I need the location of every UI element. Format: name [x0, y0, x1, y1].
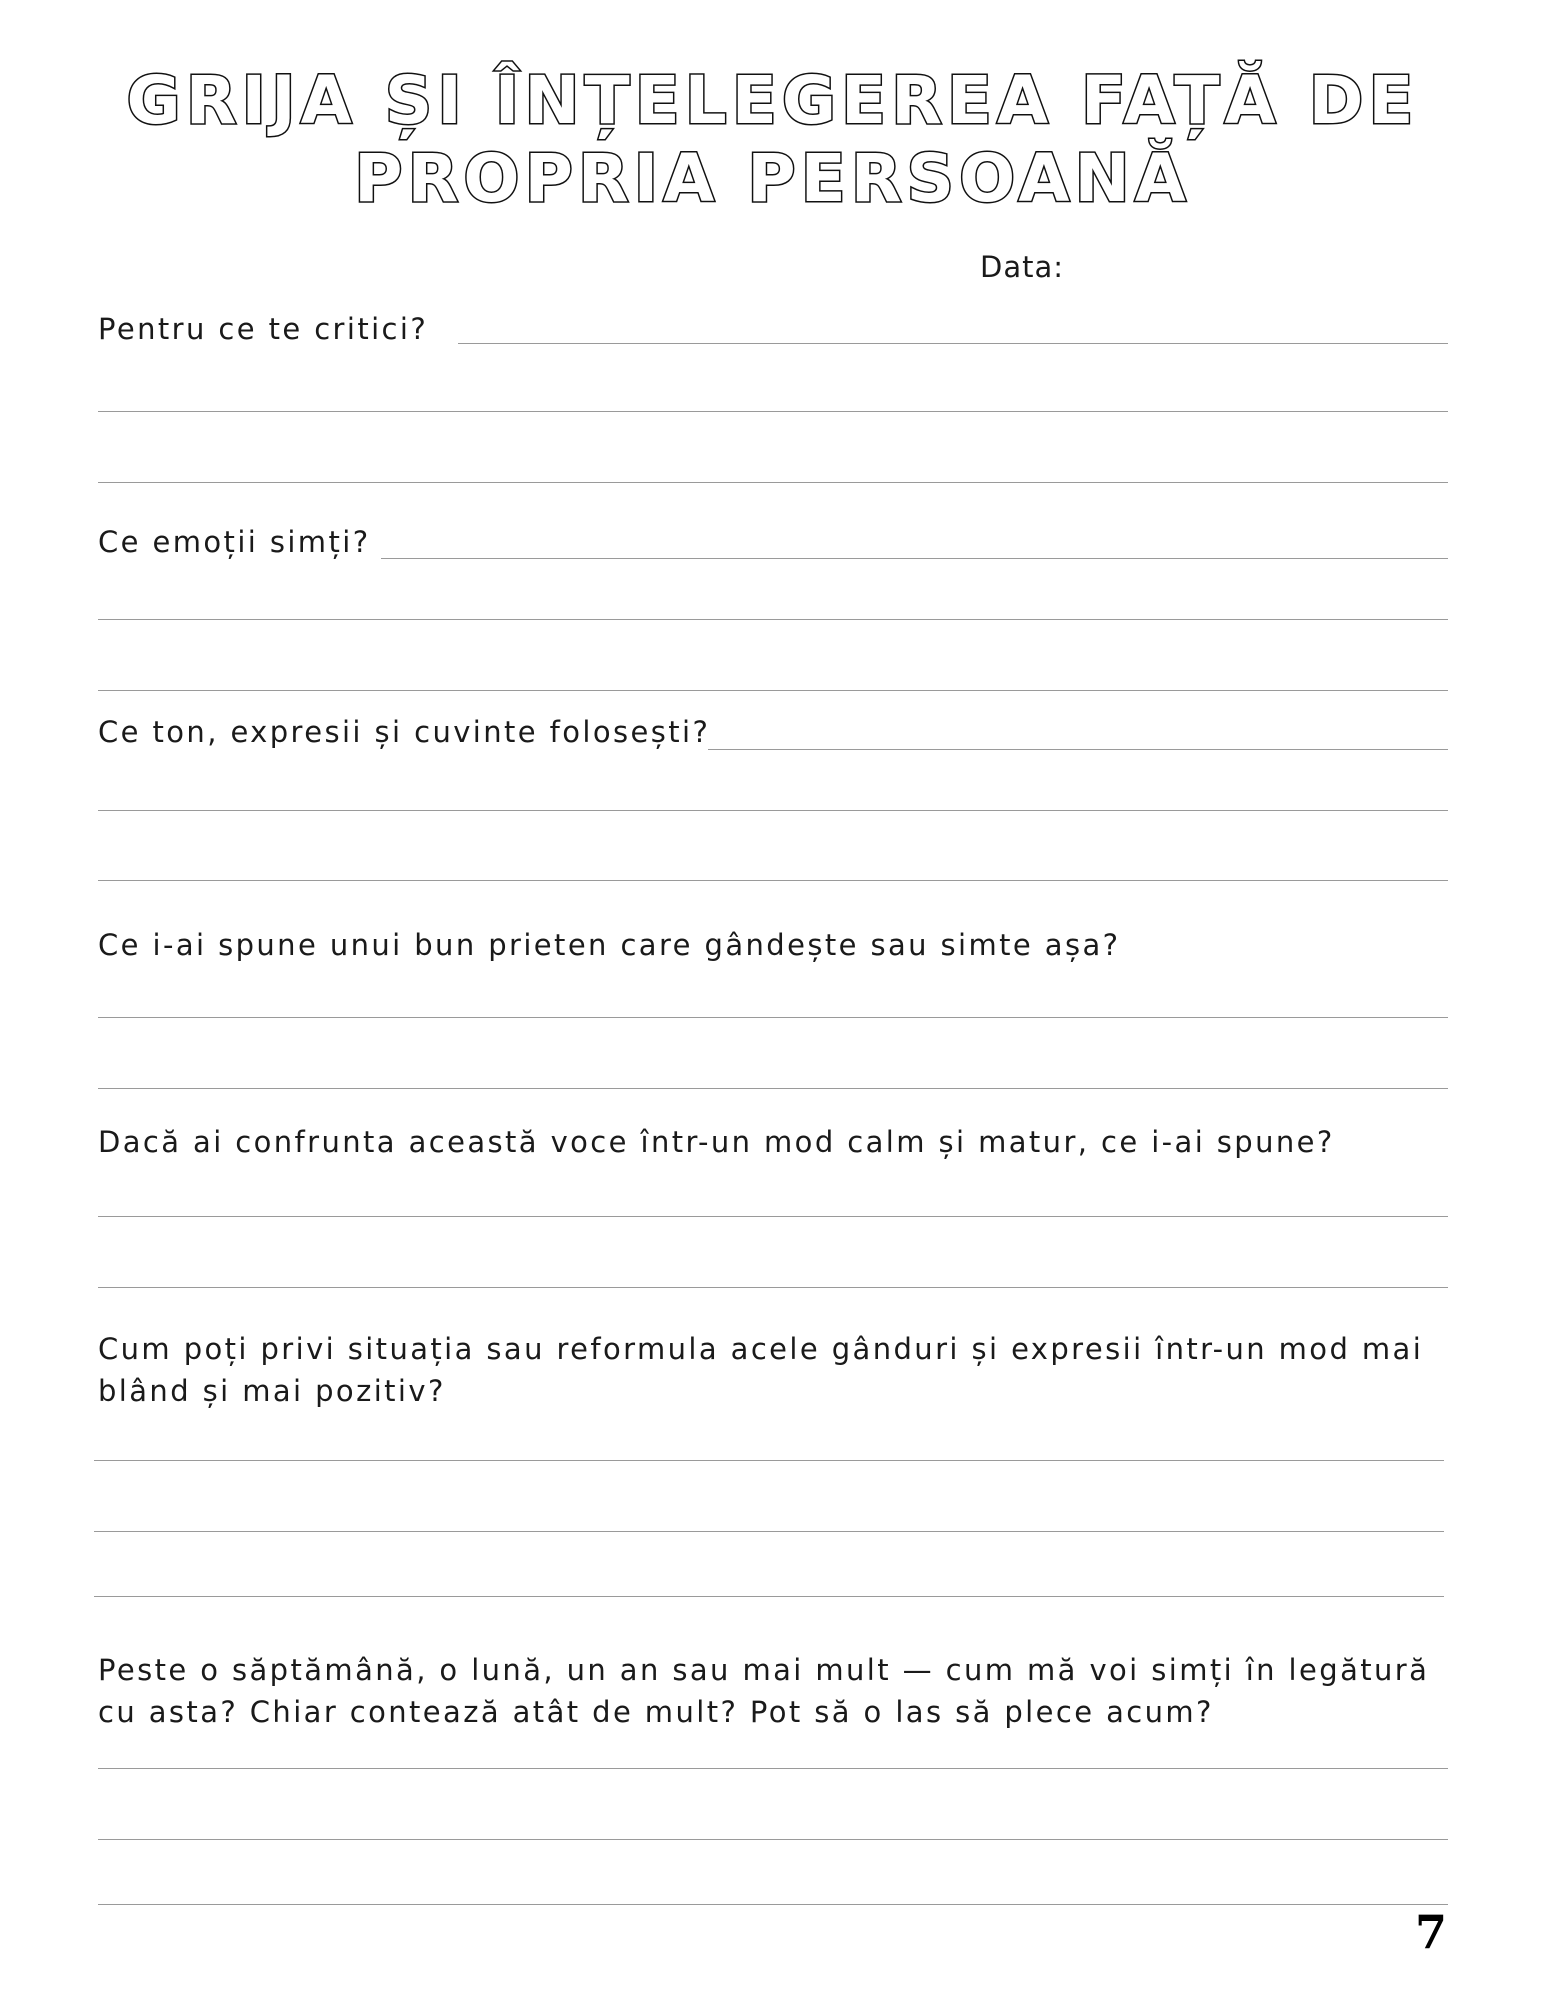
page-number: 7 [1414, 1905, 1447, 1959]
question-1: Pentru ce te critici? [98, 312, 429, 346]
question-7: Peste o săptămână, o lună, un an sau mai mult — cum mă voi simți în legătură cu asta? Chiar contează atât de mult? Pot să o las să plece acum? [98, 1653, 1430, 1729]
title-line-2: PROPRIA PERSOANĂ [354, 140, 1191, 217]
answer-line-3-1[interactable] [708, 749, 1448, 750]
answer-line-1-3[interactable] [98, 482, 1448, 483]
answer-line-7-3[interactable] [98, 1904, 1448, 1905]
answer-line-2-1[interactable] [381, 558, 1448, 559]
date-label: Data: [980, 250, 1065, 284]
question-6: Cum poți privi situația sau reformula acele gânduri și expresii într-un mod mai blând și mai pozitiv? [98, 1332, 1424, 1408]
answer-line-1-2[interactable] [98, 411, 1448, 412]
answer-line-4-2[interactable] [98, 1088, 1448, 1089]
answer-line-3-2[interactable] [98, 810, 1448, 811]
answer-line-5-2[interactable] [98, 1287, 1448, 1288]
title-line-1: GRIJA ȘI ÎNȚELEGEREA FAȚĂ DE [126, 62, 1419, 139]
question-3: Ce ton, expresii și cuvinte folosești? [98, 715, 711, 749]
answer-line-6-1[interactable] [94, 1460, 1444, 1461]
question-2: Ce emoții simți? [98, 525, 371, 559]
answer-line-4-1[interactable] [98, 1017, 1448, 1018]
question-5: Dacă ai confrunta această voce într-un mod calm și matur, ce i-ai spune? [98, 1125, 1335, 1159]
answer-line-1-1[interactable] [458, 343, 1448, 344]
page-title [0, 62, 1545, 218]
answer-line-7-1[interactable] [98, 1768, 1448, 1769]
answer-line-6-2[interactable] [94, 1531, 1444, 1532]
answer-line-6-3[interactable] [94, 1596, 1444, 1597]
answer-line-2-2[interactable] [98, 619, 1448, 620]
answer-line-5-1[interactable] [98, 1216, 1448, 1217]
answer-line-2-3[interactable] [98, 690, 1448, 691]
answer-line-7-2[interactable] [98, 1839, 1448, 1840]
answer-line-3-3[interactable] [98, 880, 1448, 881]
question-4: Ce i-ai spune unui bun prieten care gândește sau simte așa? [98, 928, 1121, 962]
